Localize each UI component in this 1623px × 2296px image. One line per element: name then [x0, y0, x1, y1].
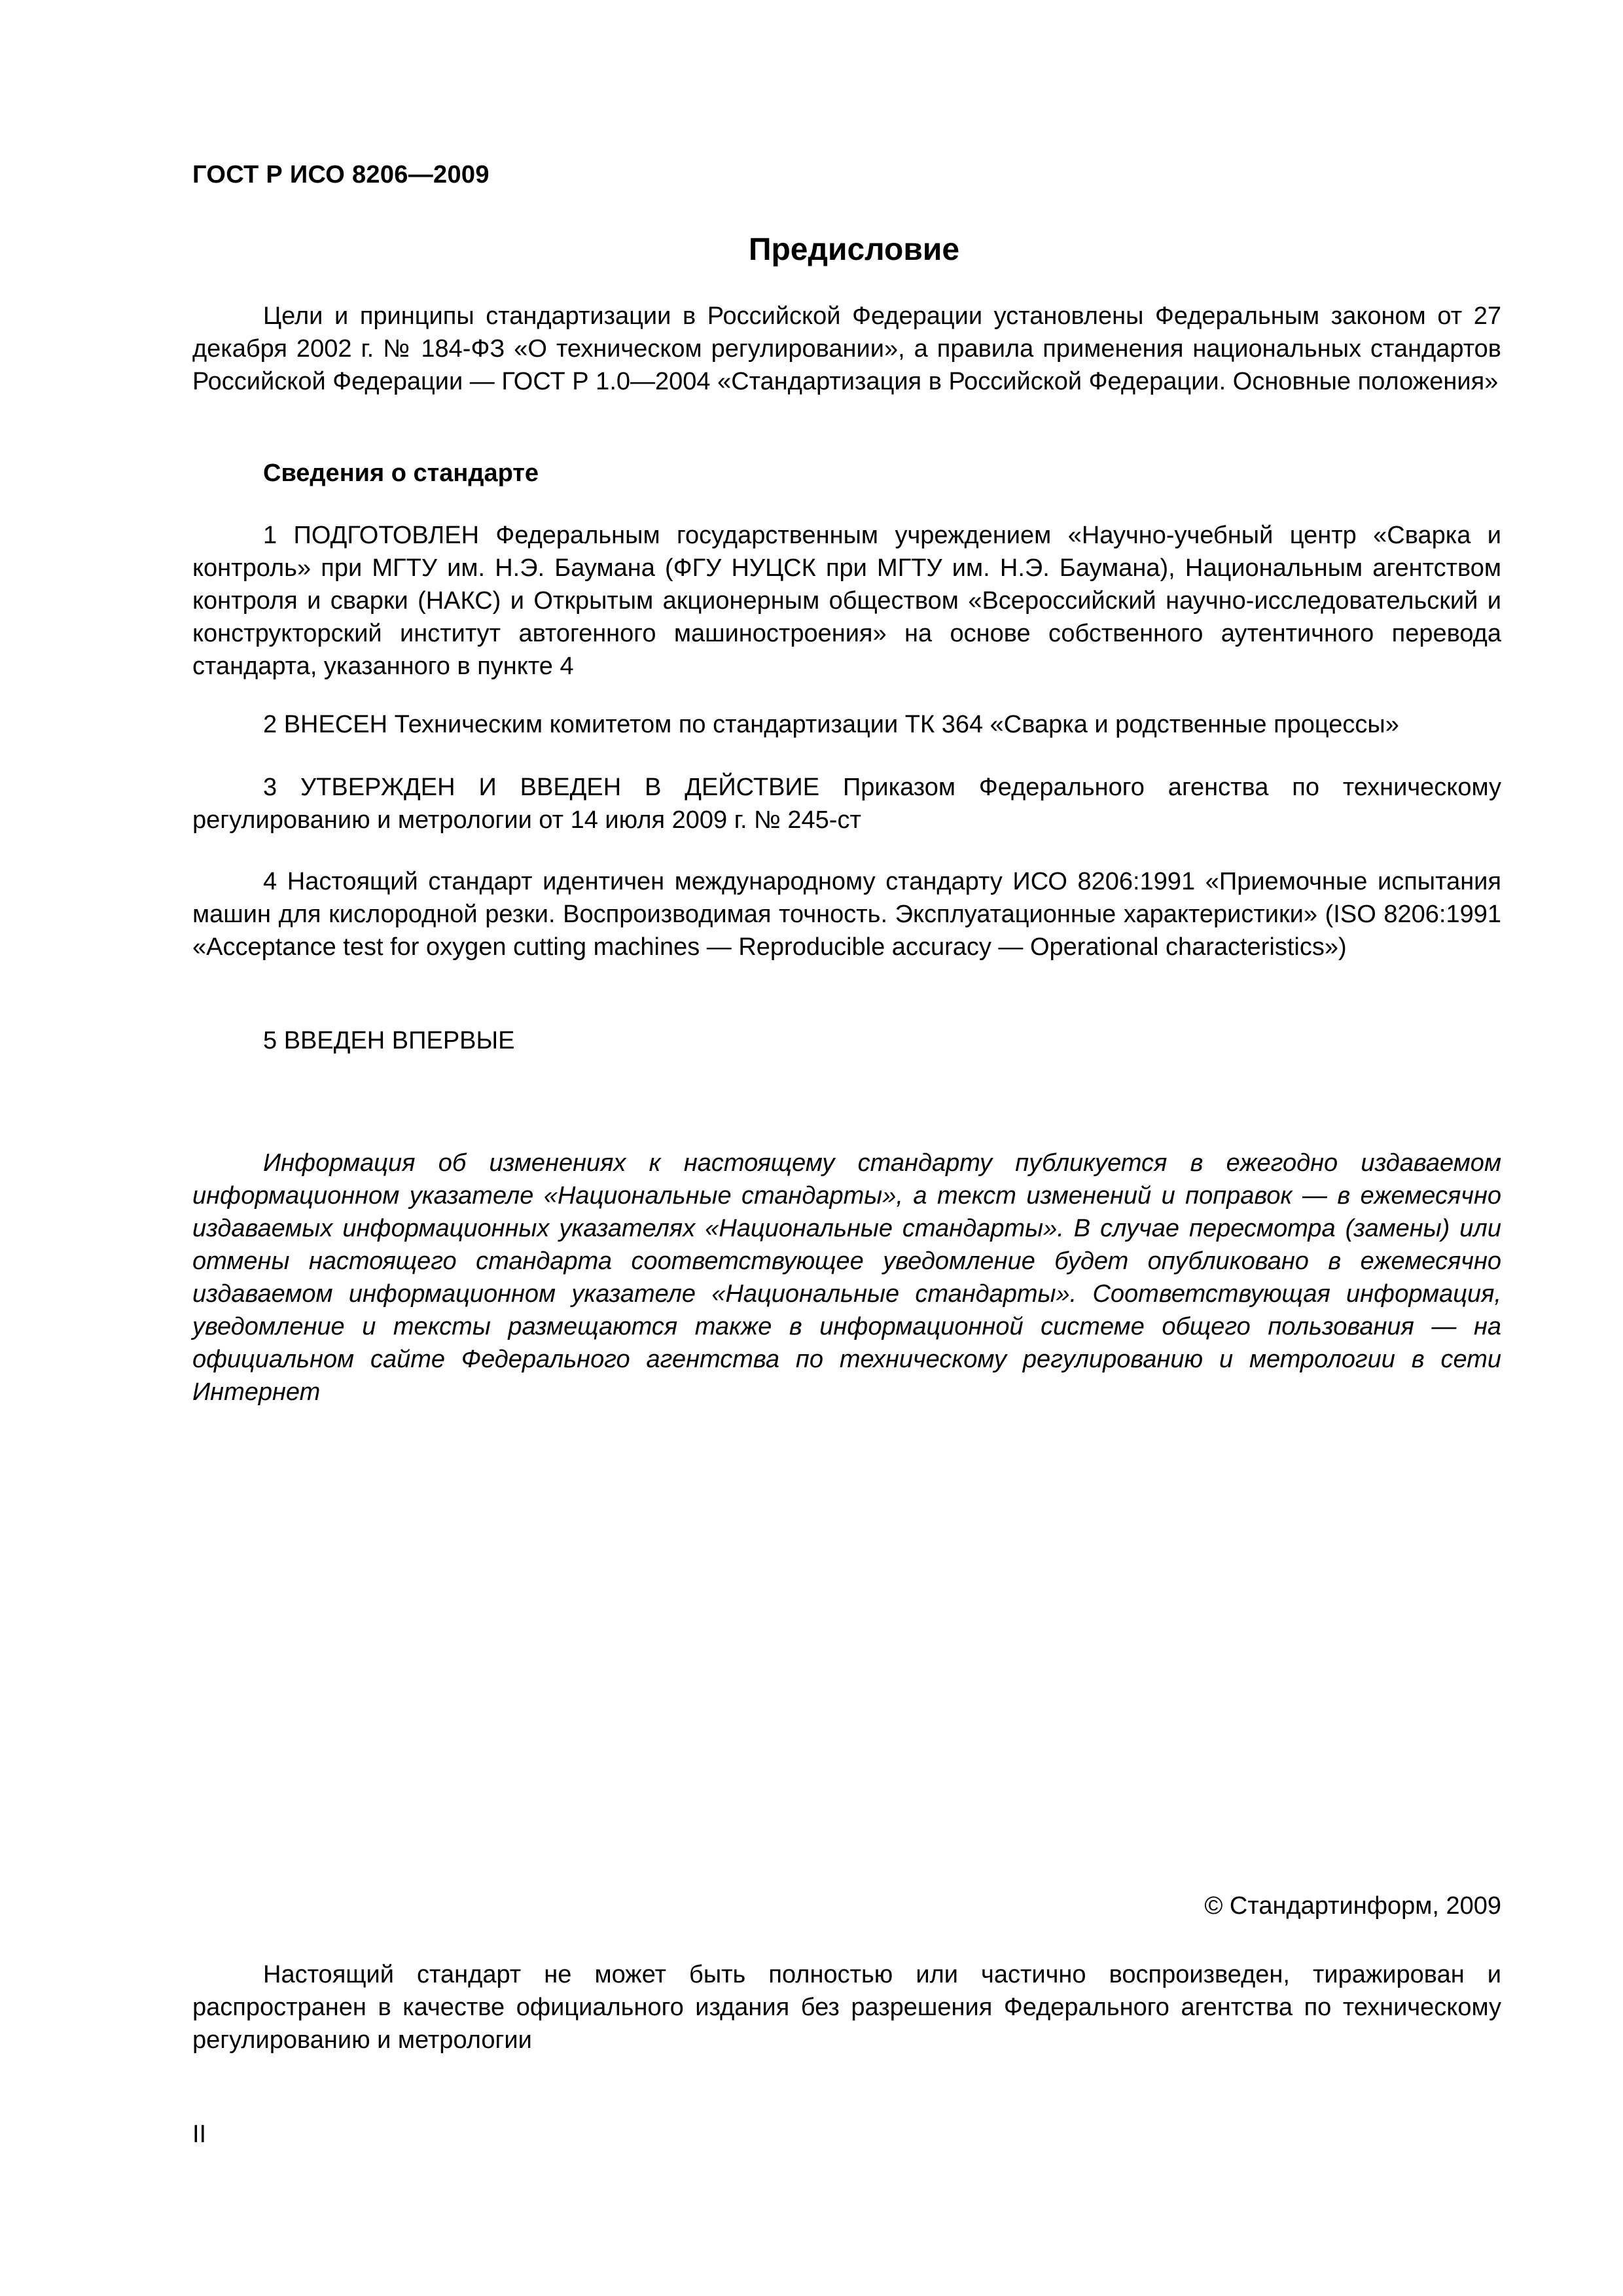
- info-item-text: 5 ВВЕДЕН ВПЕРВЫЕ: [263, 1027, 515, 1054]
- intro-text: Цели и принципы стандартизации в Российской Федерации установлены Федеральным законом от 27 декабря 2002 г. № 184-ФЗ «О техническом регулировании», а правила применения национальных стандартов Российской Федерации — ГОСТ Р 1.0—2004 «Стандартизация в Российской Федерации. Основные положения»: [192, 302, 1501, 395]
- info-item-2: [192, 708, 1501, 741]
- intro-paragraph: [192, 300, 1501, 398]
- standard-info-heading: Сведения о стандарте: [263, 459, 539, 487]
- page-title: Предисловие: [748, 232, 960, 267]
- info-item-3: [192, 771, 1501, 836]
- reproduction-notice-text: Настоящий стандарт не может быть полностью или частично воспроизведен, тиражирован и распространен в качестве официального издания без разрешения Федерального агентства по техническому регулированию и метрологии: [192, 1961, 1501, 2054]
- copyright-line: © Стандартинформ, 2009: [1204, 1892, 1501, 1920]
- info-item-5: [192, 1024, 1501, 1057]
- changes-notice: [192, 1147, 1501, 1408]
- info-item-text: 2 ВНЕСЕН Техническим комитетом по стандартизации ТК 364 «Сварка и родственные процессы»: [263, 711, 1399, 738]
- info-item-text: 4 Настоящий стандарт идентичен международному стандарту ИСО 8206:1991 «Приемочные испытания машин для кислородной резки. Воспроизводимая точность. Эксплуатационные характеристики» (ISO 8206:1991 «Acceptance test for oxygen cutting machines — Reproducible accuracy — Operational characteristics»): [192, 868, 1501, 961]
- info-item-1: [192, 519, 1501, 683]
- info-item-text: 1 ПОДГОТОВЛЕН Федеральным государственным учреждением «Научно-учебный центр «Сварка и контроль» при МГТУ им. Н.Э. Баумана (ФГУ НУЦСК при МГТУ им. Н.Э. Баумана), Национальным агентством контроля и сварки (НАКС) и Открытым акционерным обществом «Всероссийский научно-исследовательский и конструкторский институт автогенного машиностроения» на основе собственного аутентичного перевода стандарта, указанного в пункте 4: [192, 522, 1501, 680]
- page-number: II: [192, 2121, 207, 2148]
- reproduction-notice: [192, 1958, 1501, 2056]
- document-code: ГОСТ Р ИСО 8206—2009: [192, 161, 490, 188]
- info-item-4: [192, 865, 1501, 963]
- info-item-text: 3 УТВЕРЖДЕН И ВВЕДЕН В ДЕЙСТВИЕ Приказом Федерального агенства по техническому регулированию и метрологии от 14 июля 2009 г. № 245-ст: [192, 774, 1501, 834]
- changes-notice-text: Информация об изменениях к настоящему стандарту публикуется в ежегодно издаваемом информационном указателе «Национальные стандарты», а текст изменений и поправок — в ежемесячно издаваемых информационных указателях «Национальные стандарты». В случае пересмотра (замены) или отмены настоящего стандарта соответствующее уведомление будет опубликовано в ежемесячно издаваемом информационном указателе «Национальные стандарты». Соответствующая информация, уведомление и тексты размещаются также в информационной системе общего пользования — на официальном сайте Федерального агентства по техническому регулированию и метрологии в сети Интернет: [192, 1149, 1501, 1406]
